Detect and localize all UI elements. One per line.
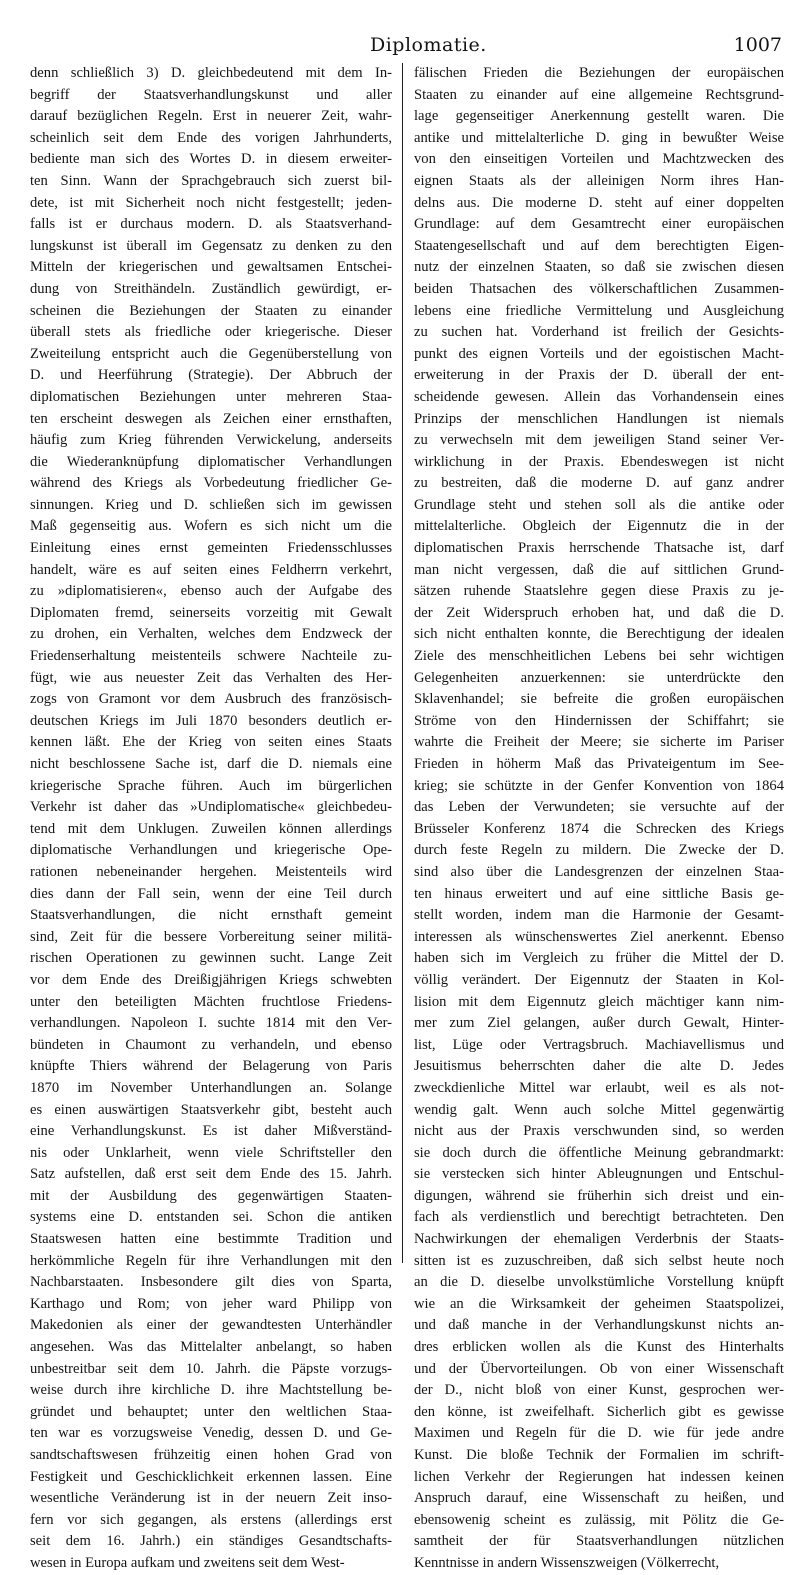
text-line: ebensowenig scheint es zulässig, mit Pölitz die Ge- [414, 1511, 784, 1528]
text-line: dung von Streithändeln. Zuständlich gewürdigt, er- [30, 280, 392, 297]
text-line: den könne, ist zweifelhaft. Sicherlich gibt es gewisse [414, 1403, 784, 1420]
text-line: Festigkeit und Geschicklichkeit erkennen lassen. Eine [30, 1468, 392, 1485]
text-line: Friedenserhaltung meistenteils schwere Nachteile zu- [30, 648, 392, 665]
text-line: durch feste Regeln zu mildern. Die Zwecke der D. [414, 842, 784, 859]
page-number: 1007 [733, 34, 782, 56]
text-line: zogs von Gramont vor dem Ausbruch des französisch- [30, 691, 392, 708]
text-line: wahrte die Freiheit der Meere; sie sicherte im Pariser [414, 734, 784, 751]
text-line: lage gegenseitiger Anerkennung gestellt waren. Die [414, 108, 784, 125]
text-line: der D., nicht bloß von einer Kunst, gesprochen wer- [414, 1382, 784, 1399]
text-line: ten erscheint deswegen als Zeichen einer ernsthaften, [30, 410, 392, 427]
text-line: verhandlungen. Napoleon I. suchte 1814 mit den Ver- [30, 1015, 392, 1032]
text-line: Ströme von den Hindernissen der Schiffahrt; sie [414, 712, 784, 729]
text-line: lision mit dem Eigennutz gleich mächtiger kann nim- [414, 993, 784, 1010]
page-title: Diplomatie. [370, 34, 487, 56]
text-line: sich nicht enthalten konnte, die Berechtigung der idealen [414, 626, 784, 643]
text-line: sie doch durch die öffentliche Meinung gebrandmarkt: [414, 1144, 784, 1161]
text-line: herkömmliche Regeln für ihre Verhandlungen mit den [30, 1252, 392, 1269]
text-line: krieg; sie schützte in der Genfer Konvention von 1864 [414, 777, 784, 794]
text-line: falls ist er durchaus modern. D. als Staatsverhand- [30, 216, 392, 233]
text-line: der Zeit Widerspruch erhoben hat, und daß die D. [414, 604, 784, 621]
text-line: Zweiteilung entspricht auch die Gegenüberstellung von [30, 345, 392, 362]
text-line: Maximen und Regeln für die D. wie für jede andre [414, 1425, 784, 1442]
text-line: tend mit dem Unklugen. Zuweilen können allerdings [30, 820, 392, 837]
text-line: list, Lüge oder Vertragsbruch. Machiavellismus und [414, 1036, 784, 1053]
text-line: häufig zum Krieg führenden Verwickelung, anderseits [30, 432, 392, 449]
text-line: Diplomaten fremd, seinerseits vorzeitig mit Gewalt [30, 604, 392, 621]
text-line: nis oder Unklarheit, wenn viele Schriftsteller den [30, 1144, 392, 1161]
text-line: 1870 im November Unterhandlungen an. Solange [30, 1079, 392, 1096]
text-line: rischen Operationen zu gewinnen sucht. Lange Zeit [30, 950, 392, 967]
text-line: wendig galt. Wenn auch solche Mittel gegenwärtig [414, 1101, 784, 1118]
text-line: Kunst. Die bloße Technik der Formalien im schrift- [414, 1447, 784, 1463]
text-line: Grundlage: auf dem Gesamtrecht einer europäischen [414, 216, 784, 233]
text-line: und daß manche in der Verhandlungskunst nichts an- [414, 1317, 784, 1334]
text-line: nicht aus der Praxis verschwunden sind, so werden [414, 1123, 784, 1140]
column-divider [402, 63, 403, 1263]
text-line: zu verwechseln mit dem jeweiligen Stand seiner Ver- [414, 432, 784, 449]
text-line: darauf bezüglichen Regeln. Erst in neuerer Zeit, wahr- [30, 108, 392, 125]
text-line: Grundlage steht und stehen soll als die antike oder [414, 496, 784, 513]
text-line: seit dem 16. Jahrh.) ein ständiges Gesandtschafts- [30, 1533, 392, 1550]
text-line: interessen als wünschenswertes Ziel anerkennt. Ebenso [414, 928, 784, 945]
text-line: zu »diplomatisieren«, ebenso auch der Aufgabe des [30, 583, 392, 600]
text-line: Sklavenhandel; sie befreite die großen europäischen [414, 691, 784, 708]
text-line: diplomatischen Praxis herrschende Thatsache ist, darf [414, 540, 784, 557]
text-line: ten Sinn. Wann der Sprachgebrauch sich zuerst bil- [30, 172, 392, 189]
text-line: dies dann der Fall sein, wenn der eine Teil durch [30, 885, 392, 902]
text-line: beiden Thatsachen des völkerschaftlichen Zusammen- [414, 280, 784, 297]
text-line: Ziele des menschheitlichen Lebens bei sehr wichtigen [414, 648, 784, 665]
text-line: sind also über die Landesgrenzen der einzelnen Staa- [414, 863, 784, 880]
text-line: Staatswesen hatten eine bestimmte Tradition und [30, 1231, 392, 1248]
text-line: bündeten in Chaumont zu verhandeln, und ebenso [30, 1036, 392, 1053]
text-line: Kenntnisse in andern Wissenszweigen (Völkerrecht, [414, 1554, 720, 1571]
right-text-column [414, 63, 784, 1575]
text-line: erweiterung in der Praxis der D. überall der ent- [414, 367, 784, 384]
text-line: punkt des eignen Vorteils und der egoistischen Macht- [414, 345, 784, 362]
text-line: Verkehr ist daher das »Undiplomatische« gleichbedeu- [30, 799, 392, 816]
text-line: sätzen ruhende Staatslehre gegen diese Praxis zu je- [414, 583, 784, 600]
text-line: weise durch ihre kirchliche D. ihre Machtstellung be- [30, 1382, 392, 1399]
text-line: fälischen Frieden die Beziehungen der europäischen [414, 65, 784, 81]
text-line: diplomatischen Beziehungen unter mehreren Staa- [30, 388, 392, 405]
text-line: fach als verdienstlich und berechtigt betrachteten. Den [414, 1209, 784, 1226]
text-line: rationen nebeneinander hergehen. Meistenteils wird [30, 863, 392, 880]
text-line: an die D. dieselbe unvolkstümliche Vorstellung knüpft [414, 1274, 784, 1291]
text-line: gründet und behauptet; unter den weltlichen Staa- [30, 1403, 392, 1420]
text-line: mer zum Ziel gelangen, außer durch Gewalt, Hinter- [414, 1015, 784, 1032]
text-line: überall stets als friedliche oder kriegerische. Dieser [30, 324, 392, 341]
text-line: scheinen die Beziehungen der Staaten zu einander [30, 302, 392, 319]
text-line: Satz aufstellen, daß erst seit dem Ende des 15. Jahrh. [30, 1166, 392, 1183]
text-line: zu suchen hat. Vorderhand ist freilich der Gesichts- [414, 324, 784, 341]
text-line: nutz der einzelnen Staaten, so daß sie zwischen diesen [414, 259, 784, 276]
text-line: die Wiederanknüpfung diplomatischer Verhandlungen [30, 453, 392, 470]
text-line: Anspruch darauf, eine Wissenschaft zu heißen, und [414, 1490, 784, 1507]
text-line: völlig verändert. Der Eigennutz der Staaten in Kol- [414, 971, 784, 988]
text-line: Maß gegenseitig aus. Wofern es sich nicht um die [30, 518, 392, 535]
text-line: stellt worden, indem man die Harmonie der Gesamt- [414, 907, 784, 924]
text-line: Staatsverhandlungen, die nicht ernsthaft gemeint [30, 907, 392, 924]
text-line: Einleitung eines ernst gemeinten Friedensschlusses [30, 540, 392, 557]
text-line: Makedonien als einer der gewandtesten Unterhändler [30, 1317, 392, 1334]
text-line: wesen in Europa aufkam und zweitens seit dem West- [30, 1554, 345, 1571]
text-line: Nachbarstaaten. Insbesondere gilt dies von Sparta, [30, 1274, 392, 1291]
text-line: eine Verhandlungskunst. Es ist daher Mißverständ- [30, 1123, 392, 1140]
text-line: sitten ist es zuzuschreiben, daß sich selbst heute noch [414, 1252, 784, 1269]
text-line: delns aus. Die moderne D. steht auf einer doppelten [414, 194, 784, 211]
running-head [30, 34, 782, 58]
text-line: unbestreitbar seit dem 10. Jahrh. die Päpste vorzugs- [30, 1360, 392, 1377]
text-line: diplomatische Verhandlungen und kriegerische Ope- [30, 842, 392, 859]
text-line: lebens eine friedliche Vermittelung und Ausgleichung [414, 302, 784, 319]
text-line: Mitteln der kriegerischen und gewaltsamen Entschei- [30, 259, 392, 276]
text-line: vor dem Ende des Dreißigjährigen Kriegs schwebten [30, 971, 392, 988]
text-line: deutschen Kriegs im Juli 1870 besonders deutlich er- [30, 712, 392, 729]
text-line: sinnungen. Krieg und D. schließen sich im gewissen [30, 496, 392, 513]
text-line: antike und mittelalterliche D. ging in bewußter Weise [414, 129, 784, 146]
text-line: kriegerische Sprache führen. Auch im bürgerlichen [30, 777, 392, 794]
left-text-column [30, 63, 392, 1575]
text-line: wesentliche Veränderung ist in der neuern Zeit inso- [30, 1490, 392, 1507]
text-line: Prinzips der menschlichen Handlungen ist niemals [414, 410, 784, 427]
text-line: man nicht vergessen, daß die auf sittlichen Grund- [414, 561, 784, 578]
text-line: systems eine D. entstanden sei. Schon die antiken [30, 1209, 392, 1226]
text-line: nicht beschlossene Sache ist, darf die D. niemals eine [30, 756, 392, 772]
text-line: scheinlich seit dem Ende des vorigen Jahrhunderts, [30, 129, 392, 146]
text-line: bediente man sich des Wortes D. in diesem erweiter- [30, 151, 392, 168]
text-line: fügt, wie aus neuester Zeit das Verhalten des Her- [30, 669, 392, 686]
text-line: Brüsseler Konferenz 1874 die Schrecken des Kriegs [414, 820, 784, 837]
text-line: Staaten zu einander auf eine allgemeine Rechtsgrund- [414, 86, 784, 103]
text-line: Gelegenheiten anzuerkennen: sie unterdrückte den [414, 669, 784, 686]
text-line: zu bestreiten, daß die moderne D. auf ganz andrer [414, 475, 784, 492]
text-line: wie an die Wirksamkeit der geheimen Staatspolizei, [414, 1295, 784, 1312]
text-line: Frieden in höherm Maß das Privateigentum im See- [414, 756, 784, 772]
text-line: handelt, wäre es auf seiten eines Feldherrn verkehrt, [30, 561, 392, 578]
text-line: begriff der Staatsverhandlungskunst und aller [30, 86, 392, 103]
text-line: angesehen. Was das Mittelalter anbelangt, so haben [30, 1339, 392, 1356]
text-line: lichen Verkehr der Regierungen hat indessen keinen [414, 1468, 784, 1485]
text-line: D. und Heerführung (Strategie). Der Abbruch der [30, 367, 392, 384]
text-line: dres erblicken wollen als die Kunst des Hinterhalts [414, 1339, 784, 1356]
text-line: Jesuitismus beherrschten daher die alte D. Jedes [414, 1058, 784, 1075]
text-line: denn schließlich 3) D. gleichbedeutend mit dem In- [30, 65, 392, 81]
text-line: lungskunst ist überall im Gegensatz zu denken zu den [30, 237, 392, 254]
text-line: mittelalterliche. Obgleich der Eigennutz die in der [414, 518, 784, 535]
text-line: von den einseitigen Vorteilen und Machtzwecken des [414, 151, 784, 168]
text-line: samtheit der für Staatsverhandlungen nützlichen [414, 1533, 784, 1550]
text-line: unter den beteiligten Mächten fruchtlose Friedens- [30, 993, 392, 1010]
text-line: ten war es vorzugsweise Venedig, dessen D. und Ge- [30, 1425, 392, 1442]
text-line: zweckdienliche Mittel war erlaubt, weil es als not- [414, 1079, 784, 1096]
text-line: haben sich im Vergleich zu früher die Mittel der D. [414, 950, 784, 967]
text-line: Staatengesellschaft und auf dem berechtigten Eigen- [414, 237, 784, 254]
text-line: während des Kriegs als Vorbedeutung friedlicher Ge- [30, 475, 392, 492]
text-line: kennen läßt. Ehe der Krieg von seiten eines Staats [30, 734, 392, 751]
text-line: und der Übervorteilungen. Ob von einer Wissenschaft [414, 1360, 784, 1377]
text-line: eignen Staats als der alleinigen Norm ihres Han- [414, 172, 784, 189]
text-line: knüpfte Thiers während der Belagerung von Paris [30, 1058, 392, 1075]
text-line: es einen auswärtigen Staatsverkehr gibt, besteht auch [30, 1101, 392, 1118]
text-line: zu drohen, ein Verhalten, welches dem Endzweck der [30, 626, 392, 643]
text-line: ten hinaus erweitert und auf eine sittliche Basis ge- [414, 885, 784, 902]
text-line: wirklichung in der Praxis. Ebendeswegen ist nicht [414, 453, 784, 470]
text-line: dete, ist mit Sicherheit noch nicht festgestellt; jeden- [30, 194, 392, 211]
text-line: das Leben der Verwundeten; sie versuchte auf der [414, 799, 784, 816]
text-line: scheidende gewesen. Allein das Vorhandensein eines [414, 388, 784, 405]
text-line: mit der Ausbildung des gegenwärtigen Staaten- [30, 1187, 392, 1204]
text-line: Karthago und Rom; von jeher ward Philipp von [30, 1295, 392, 1312]
text-line: fern vor sich gegangen, als erstens (allerdings erst [30, 1511, 392, 1528]
text-line: sind, Zeit für die bessere Vorbereitung seiner militä- [30, 928, 392, 945]
text-line: Nachwirkungen der ehemaligen Verderbnis der Staats- [414, 1231, 784, 1248]
text-line: sandtschaftswesen frühzeitig einen hohen Grad von [30, 1447, 392, 1463]
text-line: digungen, während sie früherhin sich dreist und ein- [414, 1187, 784, 1204]
text-line: sie verstecken sich hinter Ableugnungen und Entschul- [414, 1166, 784, 1183]
